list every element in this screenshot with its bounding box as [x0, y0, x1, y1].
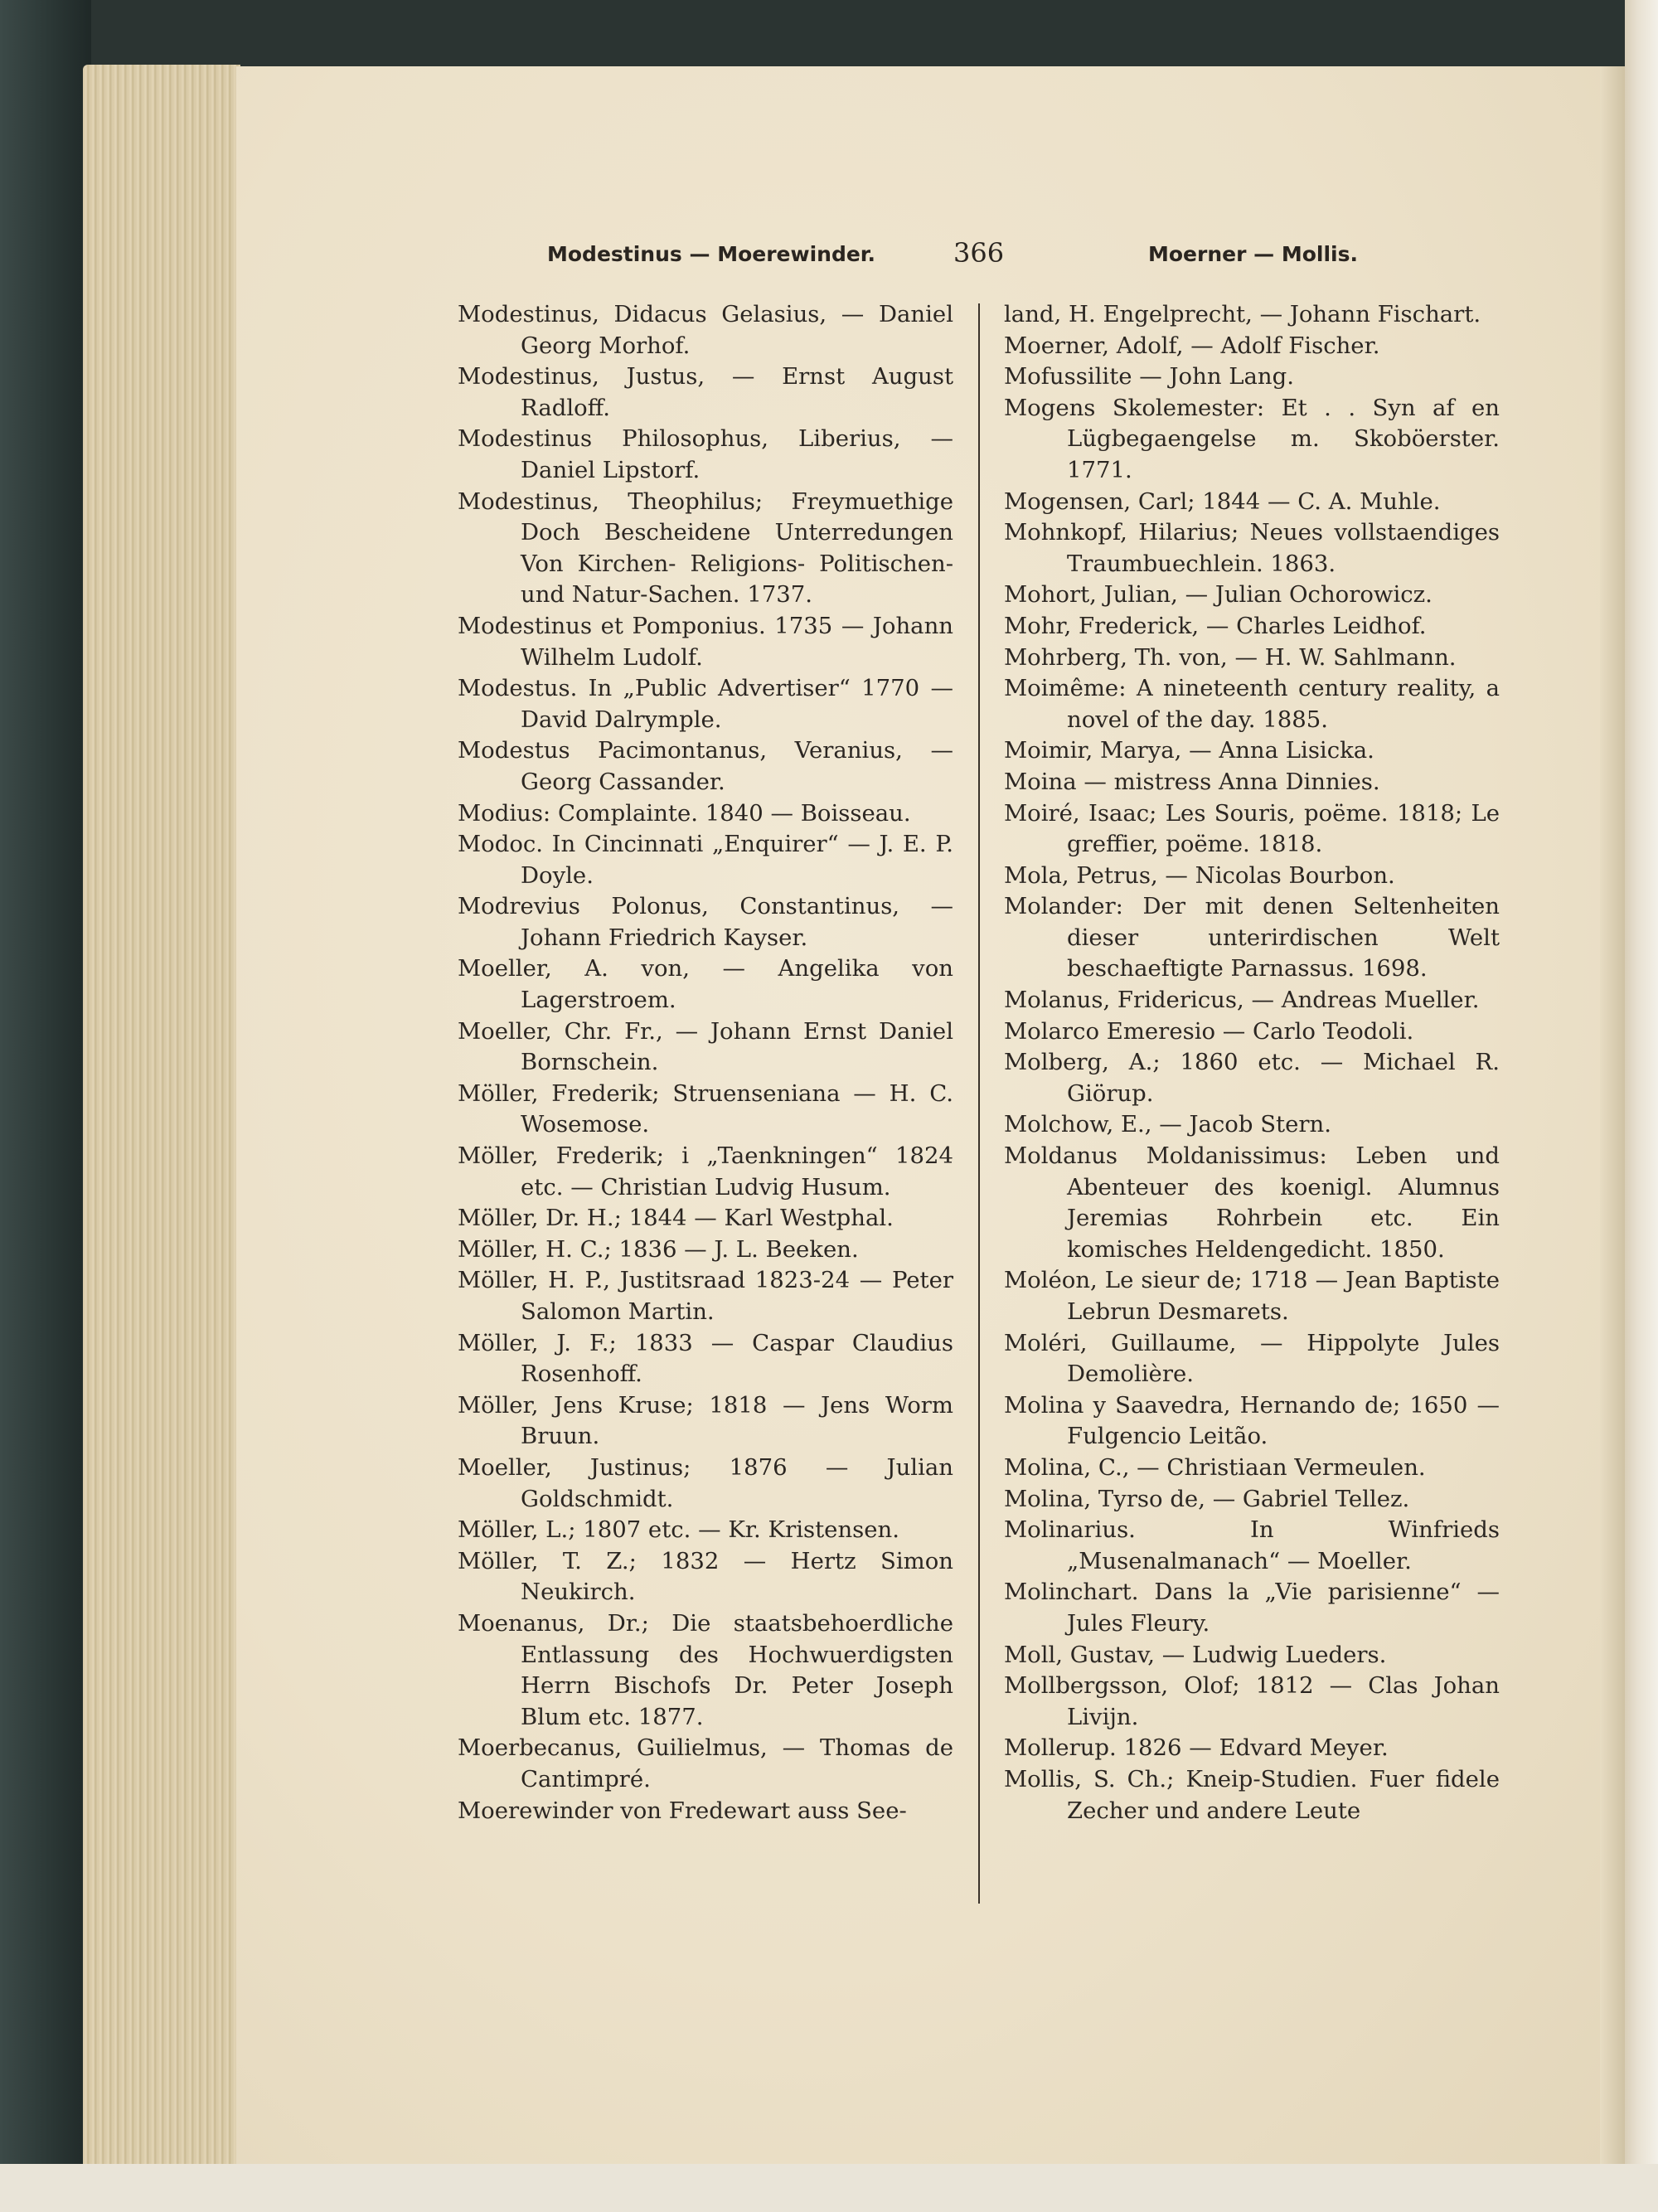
index-entry: Molanus, Fridericus, — Andreas Mueller. [1004, 987, 1480, 1014]
index-entry: Mofussilite — John Lang. [1004, 363, 1294, 390]
index-entry: Mohort, Julian, — Julian Ochorowicz. [1004, 581, 1433, 609]
page-gutter [1600, 66, 1625, 2164]
book-cover-spine [0, 0, 91, 2212]
index-entry: Moerewinder von Fredewart auss See- [458, 1797, 907, 1824]
column-divider [978, 303, 980, 1904]
index-entry: Möller, H. P., Justitsraad 1823-24 — Peter Salomon Martin. [458, 1267, 953, 1325]
index-entry: Modestus. In „Public Advertiser“ 1770 — David Dalrymple. [458, 675, 953, 733]
index-entry: land, H. Engelprecht, — Johann Fischart. [1004, 301, 1481, 327]
index-entry: Moléri, Guillaume, — Hippolyte Jules Demolière. [1004, 1329, 1500, 1388]
index-entry: Molina, Tyrso de, — Gabriel Tellez. [1004, 1485, 1410, 1512]
index-entry: Molander: Der mit denen Seltenheiten dieser unterirdischen Welt beschaeftigte Parnassus. 1698. [1004, 893, 1500, 982]
index-entry: Modrevius Polonus, Constantinus, — Johann Friedrich Kayser. [458, 893, 953, 951]
index-entry: Mohrberg, Th. von, — H. W. Sahlmann. [1004, 643, 1457, 671]
index-entry: Modestinus, Theophilus; Freymuethige Doch Bescheidene Unterredungen Von Kirchen- Religions- Politischen- und Natur-Sachen. 1737. [458, 488, 953, 609]
index-entry: Mogens Skolemester: Et . . Syn af en Lügbegaengelse m. Skoböerster. 1771. [1004, 394, 1500, 483]
index-entry: Moimir, Marya, — Anna Lisicka. [1004, 737, 1374, 764]
index-entry: Mohr, Frederick, — Charles Leidhof. [1004, 612, 1427, 639]
index-entry: Mollerup. 1826 — Edvard Meyer. [1004, 1734, 1389, 1762]
index-entry: Moerner, Adolf, — Adolf Fischer. [1004, 332, 1380, 359]
index-entry: Modestinus Philosophus, Liberius, — Daniel Lipstorf. [458, 425, 953, 483]
index-entry: Modestinus et Pomponius. 1735 — Johann Wilhelm Ludolf. [458, 612, 953, 671]
left-column [458, 299, 953, 1826]
book-cover-right-edge [1625, 0, 1658, 2212]
index-entry: Moeller, Chr. Fr., — Johann Ernst Daniel Bornschein. [458, 1017, 953, 1076]
index-entry: Modoc. In Cincinnati „Enquirer“ — J. E. P. Doyle. [458, 831, 953, 889]
index-entry: Moléon, Le sieur de; 1718 — Jean Baptiste Lebrun Desmarets. [1004, 1267, 1500, 1325]
running-head-left: Modestinus — Moerewinder. [547, 242, 876, 266]
index-entry: Möller, L.; 1807 etc. — Kr. Kristensen. [458, 1516, 900, 1544]
index-entry: Molina, C., — Christiaan Vermeulen. [1004, 1453, 1426, 1481]
index-entry: Molinarius. In Winfrieds „Musenalmanach“ — Moeller. [1004, 1516, 1500, 1574]
background-strip [0, 2164, 1658, 2212]
page-number: 366 [953, 237, 1005, 269]
index-entry: Mohnkopf, Hilarius; Neues vollstaendiges Traumbuechlein. 1863. [1004, 519, 1500, 577]
index-entry: Möller, J. F.; 1833 — Caspar Claudius Rosenhoff. [458, 1329, 953, 1388]
index-entry: Mollis, S. Ch.; Kneip-Studien. Fuer fidele Zecher und andere Leute [1004, 1765, 1500, 1824]
index-entry: Möller, Frederik; i „Taenkningen“ 1824 etc. — Christian Ludvig Husum. [458, 1142, 953, 1201]
index-entry: Moimême: A nineteenth century reality, a novel of the day. 1885. [1004, 675, 1500, 733]
index-entry: Möller, Frederik; Struenseniana — H. C. Wosemose. [458, 1079, 953, 1138]
index-entry: Molberg, A.; 1860 etc. — Michael R. Giörup. [1004, 1049, 1500, 1107]
index-entry: Moenanus, Dr.; Die staatsbehoerdliche Entlassung des Hochwuerdigsten Herrn Bischofs Dr. Peter Joseph Blum etc. 1877. [458, 1609, 953, 1730]
index-entry: Möller, T. Z.; 1832 — Hertz Simon Neukirch. [458, 1547, 953, 1606]
index-entry: Moerbecanus, Guilielmus, — Thomas de Cantimpré. [458, 1734, 953, 1792]
index-entry: Möller, Jens Kruse; 1818 — Jens Worm Bruun. [458, 1391, 953, 1450]
page-edges [83, 65, 240, 2171]
index-entry: Moiré, Isaac; Les Souris, poëme. 1818; Le greffier, poëme. 1818. [1004, 799, 1500, 858]
index-entry: Molinchart. Dans la „Vie parisienne“ — Jules Fleury. [1004, 1579, 1500, 1637]
index-entry: Modestus Pacimontanus, Veranius, — Georg Cassander. [458, 737, 953, 795]
index-entry: Möller, H. C.; 1836 — J. L. Beeken. [458, 1235, 859, 1263]
index-entry: Mola, Petrus, — Nicolas Bourbon. [1004, 861, 1395, 889]
running-head-right: Moerner — Mollis. [1148, 242, 1358, 266]
index-entry: Moldanus Moldanissimus: Leben und Abenteuer des koenigl. Alumnus Jeremias Rohrbein etc. Ein komisches Heldengedicht. 1850. [1004, 1142, 1500, 1263]
index-entry: Modius: Complainte. 1840 — Boisseau. [458, 799, 911, 827]
index-entry: Moeller, A. von, — Angelika von Lagerstroem. [458, 955, 953, 1014]
index-entry: Modestinus, Didacus Gelasius, — Daniel Georg Morhof. [458, 301, 953, 359]
index-entry: Moina — mistress Anna Dinnies. [1004, 768, 1380, 795]
index-entry: Molina y Saavedra, Hernando de; 1650 — Fulgencio Leitão. [1004, 1391, 1500, 1450]
index-entry: Moeller, Justinus; 1876 — Julian Goldschmidt. [458, 1453, 953, 1512]
book-cover-top [0, 0, 1658, 66]
index-entry: Mogensen, Carl; 1844 — C. A. Muhle. [1004, 488, 1441, 515]
index-entry: Moll, Gustav, — Ludwig Lueders. [1004, 1641, 1387, 1668]
index-entry: Möller, Dr. H.; 1844 — Karl Westphal. [458, 1205, 894, 1232]
index-entry: Molchow, E., — Jacob Stern. [1004, 1111, 1331, 1138]
index-entry: Molarco Emeresio — Carlo Teodoli. [1004, 1017, 1414, 1045]
right-column [1004, 299, 1500, 1826]
index-entry: Mollbergsson, Olof; 1812 — Clas Johan Livijn. [1004, 1672, 1500, 1730]
index-entry: Modestinus, Justus, — Ernst August Radloff. [458, 363, 953, 421]
